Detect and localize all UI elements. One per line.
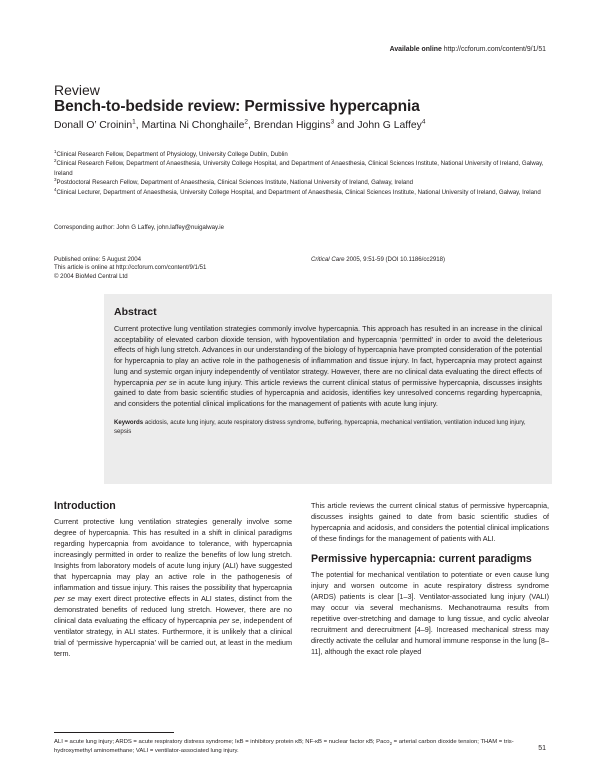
affiliation-text: Clinical Lecturer, Department of Anaesthesia, University College Hospital, and Department of Anaesthesia, Clinical Sciences Institute, National University of Ireland, Galway, Ireland	[56, 188, 541, 196]
author-name: Brendan Higgins	[253, 120, 331, 131]
author-name: Donall O’ Croinin	[54, 120, 133, 131]
author-affil-marker: 3	[330, 118, 335, 126]
copyright: © 2004 BioMed Central Ltd	[54, 272, 128, 280]
author-separator: ,	[135, 120, 142, 131]
keywords	[114, 418, 542, 436]
section-heading: Permissive hypercapnia: current paradigms	[311, 553, 532, 565]
citation-details: 2005, 9:51-59 (DOI 10.1186/cc2918)	[344, 256, 446, 263]
corresponding-author: Corresponding author: John G Laffey, john.laffey@nuigalway.ie	[54, 224, 225, 231]
subscript: 2	[389, 741, 392, 747]
affiliation-text: Postdoctoral Research Fellow, Department of Anaesthesia, Clinical Sciences Institute, National University of Ireland, Galway, Ireland	[56, 179, 414, 187]
author-separator: ,	[248, 120, 254, 131]
intro-italic: per se	[54, 594, 76, 603]
citation	[311, 256, 445, 263]
intro-text-part: , independent of ventilator strategy, in ALI states. Furthermore, it is unlikely that a clinical trial of ‘permissive hypercapnia’ will be carried out, at least in the medium term.	[54, 616, 293, 658]
published-date: Published online: 5 August 2004	[54, 256, 142, 263]
affiliation	[54, 178, 554, 187]
abstract-box	[104, 294, 552, 484]
author-name: Martina Ni Chonghaile	[141, 120, 245, 131]
author-affil-marker: 2	[244, 118, 248, 126]
intro-paragraph-2: This article reviews the current clinical status of permissive hypercapnia, discusses insights gained to date from basic scientific studies of hypercapnia and acidosis, and considers the potential clinical implications of these findings for the management of patients with ALI.	[311, 501, 549, 543]
author-list	[54, 120, 426, 131]
abstract-italic: per se	[155, 377, 177, 387]
online-location: This article is online at http://ccforum.com/content/9/1/51	[54, 264, 207, 272]
abstract-text-part: Current protective lung ventilation strategies commonly involve hypercapnia. This approach has resulted in an increase in the clinical acceptability of elevated carbon dioxide tension, with hypoventilation and hypercapnia ‘permitted’ in order to avoid the deleterious effects of high lung stretch. Advances in our understanding of the biology of hypercapnia have prompted consideration of the potential for hypercapnia to play an active role in the pathogenesis of inflammation and tissue injury. In fact, hypercapnia may protect against lung and systemic organ injury independently of ventilator strategy. However, there are no clinical data evaluating the direct effects of hypercapnia	[114, 324, 542, 387]
intro-text-part: Current protective lung ventilation strategies generally involve some degree of hypercapnia. This has resulted in a shift in clinical paradigms regarding hypercapnia from avoidance to tolerance, with hypercapnia increasingly permitted in order to realize the benefits of low lung stretch. Insights from laboratory models of acute lung injury (ALI) have suggested that hypercapnia may play an active role in the pathogenesis of inflammation and tissue injury. This raises the possibility that hypercapnia	[54, 517, 292, 592]
affiliations	[54, 150, 554, 197]
abbreviations-text: = arterial carbon dioxide tension; THAM = tris-hydroxymethyl aminomethane; VALI = ventilator-associated lung injury.	[54, 739, 514, 755]
intro-heading: Introduction	[54, 500, 116, 512]
intro-text-part: may exert direct protective effects in ALI states, distinct from the demonstrated benefits of reduced lung stretch. However, there are no clinical data evaluating the efficacy of hypercapnia	[54, 594, 292, 625]
abbreviations	[54, 738, 532, 757]
article-url-link[interactable]: http://ccforum.com/content/9/1/51	[443, 46, 546, 53]
right-column	[311, 500, 549, 657]
section-paragraph: The potential for mechanical ventilation to potentiate or even cause lung injury and worsen outcome in acute respiratory distress syndrome (ARDS) patients is clear [1–3]. Ventilator-associated lung injury (VALI) may occur via several mechanisms. Mechanotrauma results from repetitive over-stretching and damage to lung tissue, and cyclic alveolar recruitment and derecruitment [4–9]. Increased mechanical stress may directly activate the cellular and humoral immune response in the lung [8–11], although the exact role played	[311, 570, 549, 656]
available-label: Available online	[389, 46, 442, 53]
affiliation-marker: 2	[54, 158, 57, 164]
affiliation	[54, 150, 554, 159]
abstract-text-part: in acute lung injury. This article reviews the current clinical status of permissive hypercapnia, discusses insights gained to date from basic scientific studies of hypercapnia and acidosis, identifies key unresolved concerns regarding hypercapnia, and considers the potential clinical implications for the management of patients with acute lung injury.	[114, 377, 542, 408]
author-separator: and	[334, 120, 358, 131]
abbreviations-text: ALI = acute lung injury; ARDS = acute respiratory distress syndrome; IκB = inhibitory protein κB; NF-κB = nuclear factor κB; Paco	[54, 739, 390, 745]
left-column	[54, 500, 292, 659]
affiliation-text: Clinical Research Fellow, Department of Physiology, University College Dublin, Dublin	[56, 151, 288, 158]
publication-info	[54, 256, 206, 281]
author-name: John G Laffey	[357, 120, 422, 131]
footnote-rule	[54, 732, 174, 733]
affiliation-text: Clinical Research Fellow, Department of Anaesthesia, University College Hospital, and Department of Anaesthesia, Clinical Sciences Institute, National University of Ireland, Galway, Ireland	[54, 160, 544, 177]
author-affil-marker: 4	[421, 118, 426, 126]
intro-italic: per se	[219, 616, 240, 625]
page-title: Bench-to-bedside review: Permissive hypercapnia	[54, 98, 420, 115]
availability-line	[390, 46, 546, 53]
abstract-heading: Abstract	[114, 306, 157, 318]
abstract-text	[114, 324, 542, 410]
affiliation-marker: 3	[54, 177, 57, 183]
article-type: Review	[54, 82, 100, 98]
intro-paragraph	[54, 516, 292, 659]
affiliation-marker: 1	[54, 148, 57, 154]
paragraph-gap	[311, 544, 549, 553]
journal-name: Critical Care	[311, 256, 345, 263]
author-affil-marker: 1	[132, 118, 136, 126]
keywords-label: Keywords	[114, 418, 144, 426]
affiliation	[54, 188, 554, 197]
page-number: 51	[538, 745, 546, 752]
affiliation-marker: 4	[54, 186, 57, 192]
affiliation	[54, 159, 554, 178]
keywords-list: acidosis, acute lung injury, acute respiratory distress syndrome, buffering, hypercapnia, mechanical ventilation, ventilation induced lung injury, sepsis	[114, 418, 526, 435]
